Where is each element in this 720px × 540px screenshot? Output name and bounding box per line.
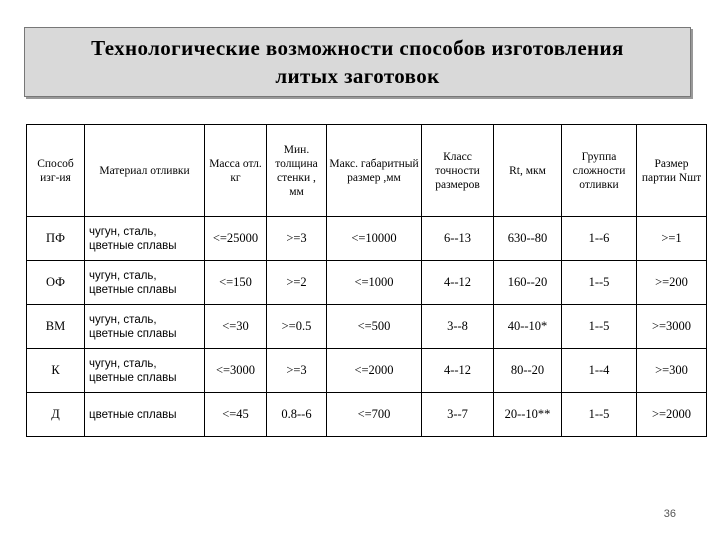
cell-roughness: 160--20 xyxy=(494,261,562,305)
cell-complexity-group: 1--4 xyxy=(562,349,637,393)
cell-batch-size: >=200 xyxy=(637,261,707,305)
cell-batch-size: >=300 xyxy=(637,349,707,393)
cell-roughness: 80--20 xyxy=(494,349,562,393)
cell-complexity-group: 1--6 xyxy=(562,217,637,261)
cell-complexity-group: 1--5 xyxy=(562,261,637,305)
cell-mass: <=45 xyxy=(205,393,267,437)
cell-method: ВМ xyxy=(27,305,85,349)
cell-mass: <=30 xyxy=(205,305,267,349)
page-number: 36 xyxy=(663,508,676,520)
cell-batch-size: >=2000 xyxy=(637,393,707,437)
cell-method: К xyxy=(27,349,85,393)
table-row xyxy=(27,305,707,349)
cell-max-size: <=700 xyxy=(327,393,422,437)
cell-material: чугун, сталь, цветные сплавы xyxy=(85,349,205,393)
slide-title xyxy=(24,27,691,97)
cell-material: чугун, сталь, цветные сплавы xyxy=(85,305,205,349)
casting-methods-table xyxy=(26,124,707,437)
cell-material: цветные сплавы xyxy=(85,393,205,437)
table-row xyxy=(27,217,707,261)
title-line-1: Технологические возможности способов изготовления xyxy=(91,36,624,60)
header-method: Способ изг-ия xyxy=(27,125,85,217)
cell-complexity-group: 1--5 xyxy=(562,393,637,437)
cell-complexity-group: 1--5 xyxy=(562,305,637,349)
header-material: Материал отливки xyxy=(85,125,205,217)
cell-batch-size: >=1 xyxy=(637,217,707,261)
table-header-row xyxy=(27,125,707,217)
cell-accuracy-class: 3--8 xyxy=(422,305,494,349)
cell-mass: <=25000 xyxy=(205,217,267,261)
cell-roughness: 40--10* xyxy=(494,305,562,349)
cell-accuracy-class: 4--12 xyxy=(422,349,494,393)
cell-accuracy-class: 6--13 xyxy=(422,217,494,261)
cell-max-size: <=2000 xyxy=(327,349,422,393)
title-line-2: литых заготовок xyxy=(275,64,440,88)
cell-roughness: 20--10** xyxy=(494,393,562,437)
header-mass: Масса отл. кг xyxy=(205,125,267,217)
cell-max-size: <=10000 xyxy=(327,217,422,261)
cell-accuracy-class: 3--7 xyxy=(422,393,494,437)
header-batch-size: Размер партии Nшт xyxy=(637,125,707,217)
cell-batch-size: >=3000 xyxy=(637,305,707,349)
table-row xyxy=(27,349,707,393)
header-complexity-group: Группа сложности отливки xyxy=(562,125,637,217)
cell-material: чугун, сталь, цветные сплавы xyxy=(85,261,205,305)
cell-roughness: 630--80 xyxy=(494,217,562,261)
cell-material: чугун, сталь, цветные сплавы xyxy=(85,217,205,261)
cell-method: Д xyxy=(27,393,85,437)
cell-max-size: <=1000 xyxy=(327,261,422,305)
table-row xyxy=(27,393,707,437)
cell-max-size: <=500 xyxy=(327,305,422,349)
cell-min-wall: >=3 xyxy=(267,349,327,393)
cell-method: ПФ xyxy=(27,217,85,261)
header-min-wall: Мин. толщина стенки , мм xyxy=(267,125,327,217)
cell-min-wall: >=3 xyxy=(267,217,327,261)
table-row xyxy=(27,261,707,305)
header-accuracy-class: Класс точности размеров xyxy=(422,125,494,217)
header-max-size: Макс. габаритный размер ,мм xyxy=(327,125,422,217)
cell-min-wall: >=0.5 xyxy=(267,305,327,349)
cell-min-wall: 0.8--6 xyxy=(267,393,327,437)
cell-method: ОФ xyxy=(27,261,85,305)
cell-mass: <=150 xyxy=(205,261,267,305)
cell-min-wall: >=2 xyxy=(267,261,327,305)
cell-accuracy-class: 4--12 xyxy=(422,261,494,305)
cell-mass: <=3000 xyxy=(205,349,267,393)
header-roughness: Rt, мкм xyxy=(494,125,562,217)
